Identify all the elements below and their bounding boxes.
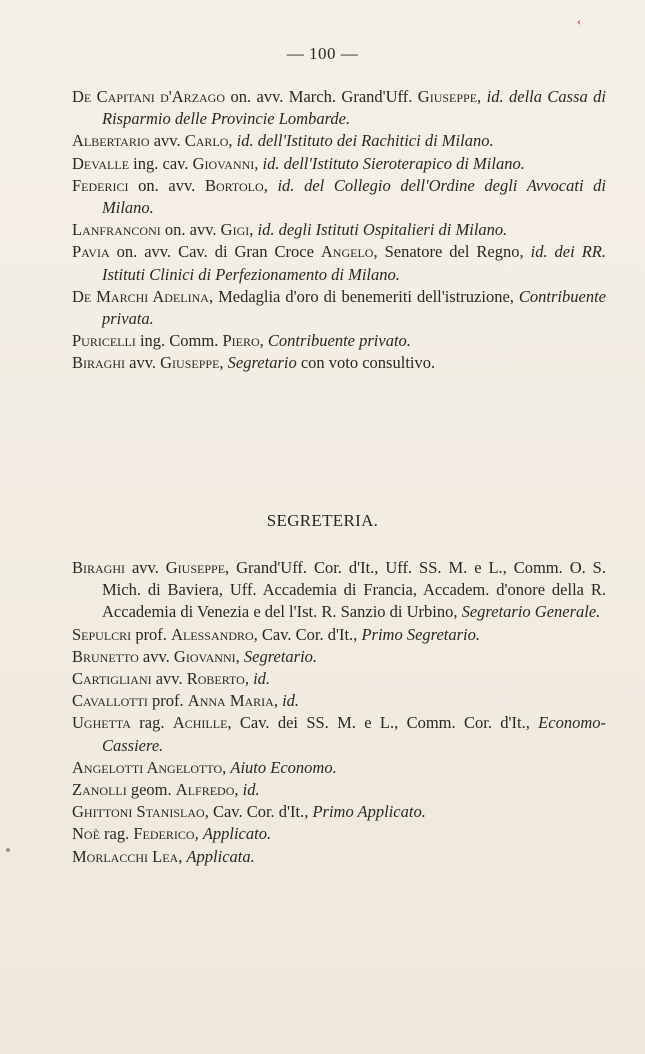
page-number: — 100 — (286, 44, 359, 63)
list-item: Zanolli geom. Alfredo, id. (72, 780, 260, 800)
secretariat-list (72, 557, 606, 868)
list-item: Brunetto avv. Giovanni, Segretario. (72, 646, 318, 666)
list-item: Biraghi avv. Giuseppe, Grand'Uff. Cor. d'It., Uff. SS. M. e L., Comm. O. S. Mich. di Baviera, Uff. Accademia di Francia, Accadem. d'onore della R. Accademia di Venezia e del l'Ist. R. Sanzio di Urbino, Segretario Generale. (72, 558, 606, 622)
list-item: Lanfranconi on. avv. Gigi, id. degli Istituti Ospitalieri di Milano. (72, 220, 508, 240)
list-item: Biraghi avv. Giuseppe, Segretario con voto consultivo. (72, 353, 436, 373)
list-item: Morlacchi Lea, Applicata. (72, 846, 255, 866)
list-item: Ughetta rag. Achille, Cav. dei SS. M. e L., Comm. Cor. d'It., Economo-Cassiere. (72, 713, 606, 755)
list-item: De Marchi Adelina, Medaglia d'oro di benemeriti dell'istruzione, Contribuente privata. (72, 286, 606, 329)
corner-mark: ‹ (577, 14, 581, 28)
list-item: Cartigliani avv. Roberto, id. (72, 669, 271, 689)
list-item: Noè rag. Federico, Applicato. (72, 824, 272, 844)
list-item: De Capitani d'Arzago on. avv. March. Grand'Uff. Giuseppe, id. della Cassa di Risparmio delle Provincie Lombarde. (72, 87, 607, 129)
members-list (72, 86, 606, 375)
list-item: Ghittoni Stanislao, Cav. Cor. d'It., Primo Applicato. (72, 802, 426, 822)
list-item: Angelotti Angelotto, Aiuto Economo. (72, 757, 337, 777)
list-item: Sepulcri prof. Alessandro, Cav. Cor. d'It., Primo Segretario. (72, 624, 480, 644)
section-title: SEGRETERIA. (266, 511, 379, 530)
paper-speck (6, 848, 10, 852)
list-item: Cavallotti prof. Anna Maria, id. (72, 691, 300, 711)
list-item: Federici on. avv. Bortolo, id. del Collegio dell'Ordine degli Avvocati di Milano. (72, 175, 607, 218)
list-item: Puricelli ing. Comm. Piero, Contribuente privato. (72, 331, 411, 351)
list-item: Albertario avv. Carlo, id. dell'Istituto dei Rachitici di Milano. (72, 131, 494, 151)
list-item: Devalle ing. cav. Giovanni, id. dell'Istituto Sieroterapico di Milano. (72, 153, 525, 173)
list-item: Pavia on. avv. Cav. di Gran Croce Angelo, Senatore del Regno, id. dei RR. Istituti Clinici di Perfezionamento di Milano. (72, 242, 606, 284)
